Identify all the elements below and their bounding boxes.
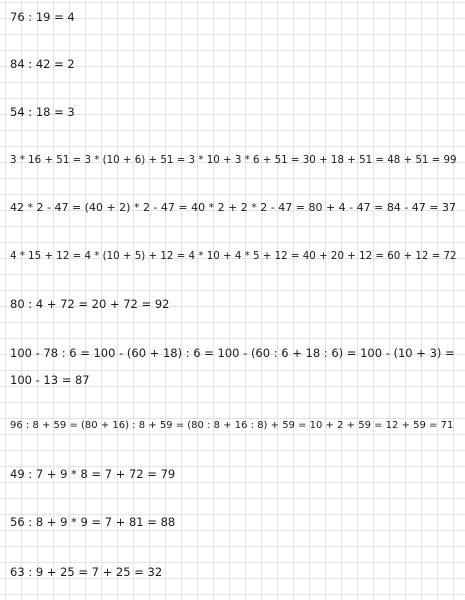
equation-line-3: 54 : 18 = 3: [10, 105, 75, 119]
equation-line-9: 96 : 8 + 59 = (80 + 16) : 8 + 59 = (80 : 8 + 16 : 8) + 59 = 10 + 2 + 59 = 12 + 59 = 71: [10, 420, 454, 431]
equation-line-4: 3 * 16 + 51 = 3 * (10 + 6) + 51 = 3 * 10 + 3 * 6 + 51 = 30 + 18 + 51 = 48 + 51 = 99: [10, 154, 457, 166]
equation-line-11: 56 : 8 + 9 * 9 = 7 + 81 = 88: [10, 515, 176, 529]
equation-line-10: 49 : 7 + 9 * 8 = 7 + 72 = 79: [10, 467, 176, 481]
equation-line-6: 4 * 15 + 12 = 4 * (10 + 5) + 12 = 4 * 10 + 4 * 5 + 12 = 40 + 20 + 12 = 60 + 12 = 72: [10, 250, 457, 262]
equation-line-2: 84 : 42 = 2: [10, 57, 75, 71]
equation-line-5: 42 * 2 - 47 = (40 + 2) * 2 - 47 = 40 * 2 + 2 * 2 - 47 = 80 + 4 - 47 = 84 - 47 = 37: [10, 201, 457, 214]
equation-line-12: 63 : 9 + 25 = 7 + 25 = 32: [10, 565, 163, 579]
equation-line-1: 76 : 19 = 4: [10, 10, 75, 24]
equation-line-8: 100 - 78 : 6 = 100 - (60 + 18) : 6 = 100 - (60 : 6 + 18 : 6) = 100 - (10 + 3) = 100 - 13 = 87: [10, 346, 455, 387]
equation-line-7: 80 : 4 + 72 = 20 + 72 = 92: [10, 297, 170, 311]
